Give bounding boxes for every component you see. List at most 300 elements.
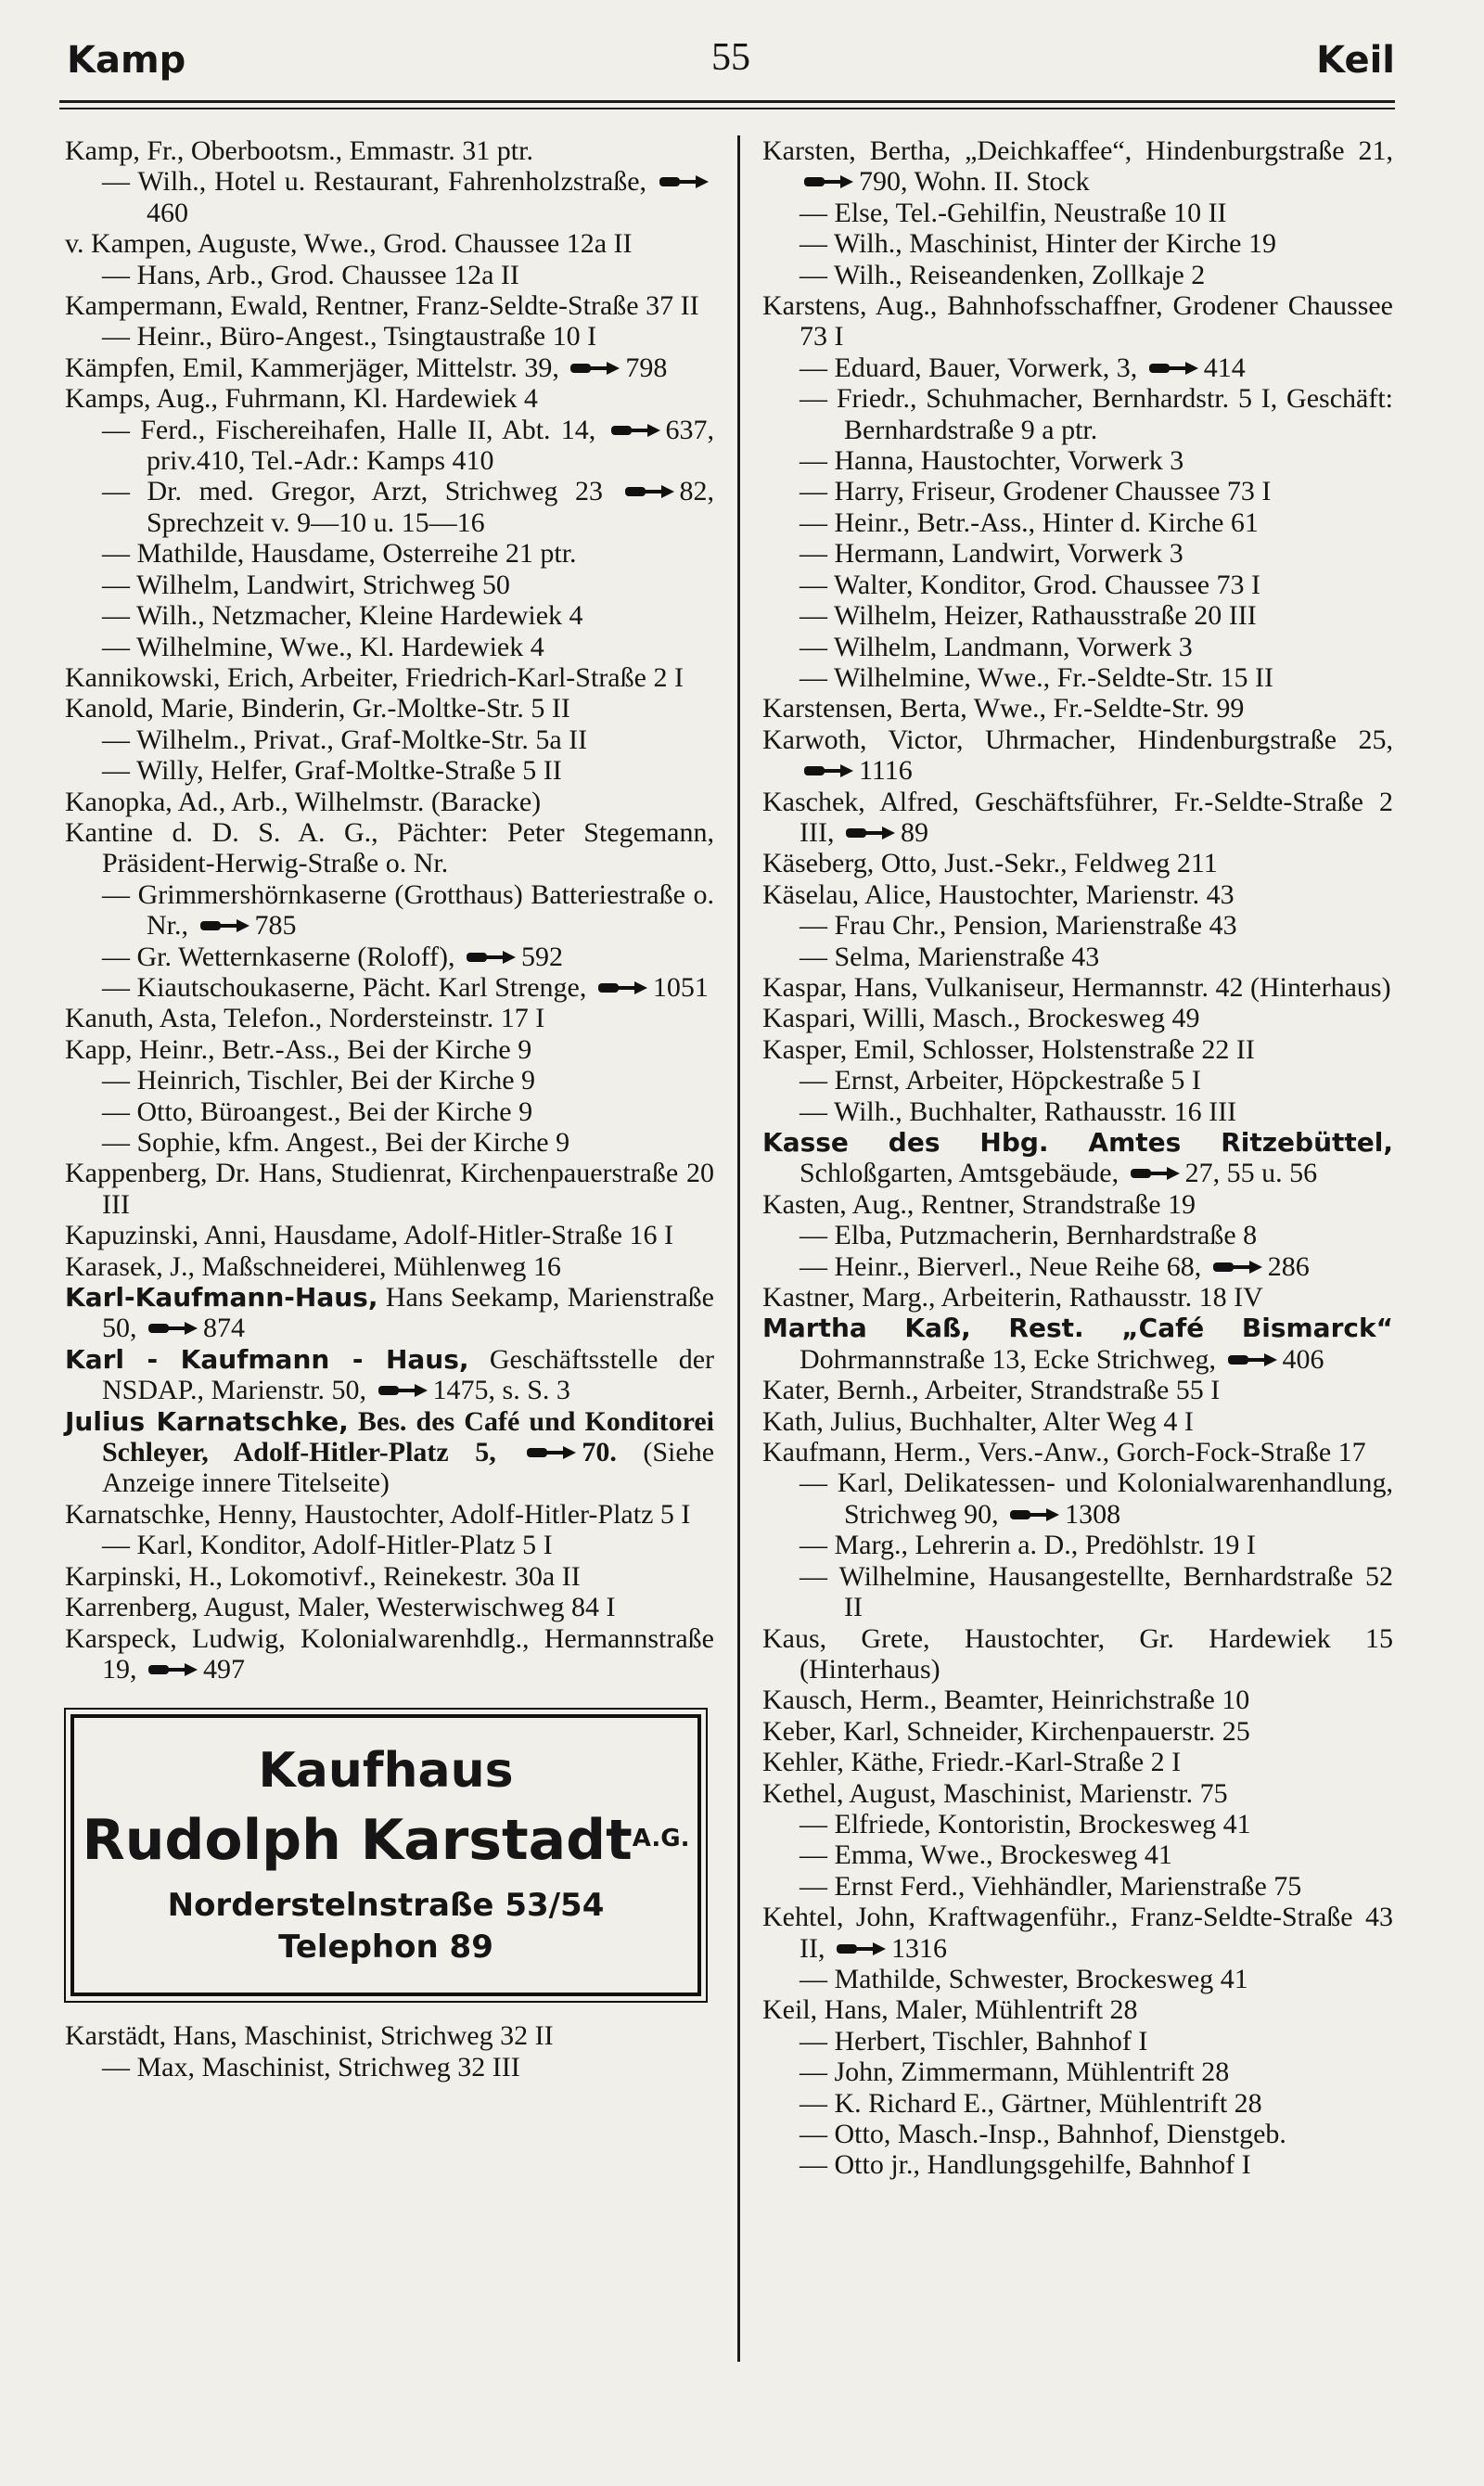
entry-text: Karl, Konditor, Adolf-Hitler-Platz 5 I: [136, 1530, 553, 1561]
entry-text: Otto jr., Handlungsgehilfe, Bahnhof I: [834, 2149, 1251, 2181]
directory-entry: [65, 693, 714, 724]
phone-number: 70.: [582, 1437, 617, 1468]
directory-entry: [65, 321, 714, 352]
ditto-dash: —: [800, 631, 834, 662]
entry-text: Karrenberg, August, Maler, Westerwischweg 84 I: [65, 1592, 616, 1623]
entry-text: Kasper, Emil, Schlosser, Holstenstraße 22 II: [762, 1033, 1255, 1065]
entry-text: Karstädt, Hans, Maschinist, Strichweg 32 II: [65, 2020, 554, 2052]
telephone-icon: [803, 762, 855, 780]
ditto-dash: —: [800, 506, 835, 538]
entry-text: Elfriede, Kontoristin, Brockesweg 41: [834, 1808, 1251, 1839]
entry-text: Kaspari, Willi, Masch., Brockesweg 49: [762, 1003, 1200, 1034]
directory-entry: [65, 755, 714, 786]
telephone-icon: [659, 173, 710, 191]
directory-entry: [762, 1964, 1393, 1994]
directory-entry: [762, 135, 1393, 198]
ditto-dash: —: [800, 1065, 835, 1096]
ad-address: Norderstelnstraße 53/54: [167, 1887, 605, 1925]
directory-entry: [65, 2052, 714, 2082]
entry-text: Karstens, Aug., Bahnhofsschaffner, Grodener Chaussee 73 I: [762, 290, 1393, 352]
ditto-dash: —: [800, 2087, 835, 2119]
entry-text: Otto, Masch.-Insp., Bahnhof, Dienstgeb.: [834, 2119, 1286, 2149]
phone-number: 637, priv.410, Tel.-Adr.: Kamps 410: [147, 414, 714, 477]
entry-text: Kaspar, Hans, Vulkaniseur, Hermannstr. 42 (Hinterhaus): [762, 971, 1391, 1003]
directory-entry: [65, 600, 714, 631]
ditto-dash: —: [800, 352, 835, 383]
entry-text: Kehtel, John, Kraftwagenführ., Franz-Seldte-Straße 43 II,: [762, 1902, 1393, 1964]
entry-text: Hanna, Haustochter, Vorwerk 3: [834, 445, 1184, 477]
entry-text: Käselau, Alice, Haustochter, Marienstr. 43: [762, 878, 1235, 910]
directory-entry: [762, 1313, 1393, 1375]
entry-text: Kehler, Käthe, Friedr.-Karl-Straße 2 I: [762, 1747, 1182, 1778]
directory-entry: [762, 1065, 1393, 1096]
entry-text: Käseberg, Otto, Just.-Sekr., Feldweg 211: [762, 848, 1218, 879]
directory-entry: [65, 290, 714, 321]
directory-entry: [762, 787, 1393, 849]
entry-text: Kantine d. D. S. A. G., Pächter: Peter Stegemann, Präsident-Herwig-Straße o. Nr.: [65, 816, 714, 879]
directory-entry: [65, 662, 714, 693]
telephone-icon: [1009, 1506, 1061, 1524]
directory-entry: [65, 383, 714, 414]
directory-entry: [762, 1034, 1393, 1065]
directory-entry: [762, 228, 1393, 259]
phone-number: 785: [254, 910, 297, 942]
directory-entry: [65, 135, 714, 166]
directory-entry: [65, 1406, 714, 1499]
directory-entry: [65, 972, 714, 1003]
header-left-keyword: Kamp: [67, 39, 186, 82]
telephone-icon: [1148, 359, 1200, 378]
telephone-icon: [597, 979, 649, 997]
entry-text: Schloßgarten, Amtsgebäude,: [800, 1158, 1119, 1189]
directory-entry: [65, 415, 714, 477]
phone-number: 874: [203, 1313, 245, 1344]
directory-entry: [762, 1530, 1393, 1560]
ditto-dash: —: [102, 971, 137, 1003]
entry-text: Willy, Helfer, Graf-Moltke-Straße 5 II: [135, 755, 562, 787]
directory-entry: [762, 1096, 1393, 1127]
ditto-dash: —: [102, 321, 137, 352]
directory-entry: [762, 1467, 1393, 1530]
entry-text: Karnatschke, Henny, Haustochter, Adolf-Hitler-Platz 5 I: [65, 1498, 691, 1530]
directory-entry: [65, 1003, 714, 1033]
directory-entry: [762, 1189, 1393, 1220]
ditto-dash: —: [102, 2051, 137, 2082]
business-name: Karl-Kaufmann-Haus,: [65, 1282, 378, 1313]
directory-entry: [762, 879, 1393, 910]
ditto-dash: —: [102, 538, 137, 570]
entry-text: Keber, Karl, Schneider, Kirchenpauerstr. 25: [762, 1715, 1250, 1747]
directory-entry: [65, 476, 714, 538]
directory-entry: [65, 228, 714, 259]
directory-entry: [762, 942, 1393, 972]
ditto-dash: —: [800, 476, 835, 507]
entry-text: Kasten, Aug., Rentner, Strandstraße 19: [762, 1188, 1196, 1220]
entry-text: Otto, Büroangest., Bei der Kirche 9: [136, 1096, 533, 1127]
ditto-dash: —: [800, 910, 835, 942]
directory-entry: [762, 476, 1393, 506]
ditto-dash: —: [800, 1220, 835, 1251]
directory-entry: [65, 570, 714, 600]
entry-text: Kampermann, Ewald, Rentner, Franz-Seldte-Straße 37 II: [65, 290, 699, 322]
entry-text: Keil, Hans, Maler, Mühlentrift 28: [762, 1994, 1138, 2026]
entry-text: Kaschek, Alfred, Geschäftsführer, Fr.-Seldte-Straße 2 III,: [762, 786, 1393, 848]
directory-entry: [762, 290, 1393, 352]
directory-entry: [762, 1220, 1393, 1250]
ditto-dash: —: [102, 600, 136, 632]
directory-entry: [762, 260, 1393, 290]
page-number: 55: [711, 36, 750, 79]
directory-entry: [65, 1251, 714, 1282]
entry-text: Selma, Marienstraße 43: [834, 941, 1100, 972]
entry-text: Ernst Ferd., Viehhändler, Marienstraße 75: [834, 1870, 1302, 1902]
entry-text: Harry, Friseur, Grodener Chaussee 73 I: [834, 476, 1272, 507]
ditto-dash: —: [102, 1065, 137, 1096]
phone-number: 89: [900, 816, 928, 848]
telephone-icon: [610, 421, 662, 440]
entry-text: Karspeck, Ludwig, Kolonialwarenhdlg., Hermannstraße 19,: [65, 1622, 714, 1685]
directory-entry: [762, 2119, 1393, 2149]
page-header: [67, 35, 1395, 91]
directory-entry: [65, 1158, 714, 1220]
directory-entry: [762, 198, 1393, 228]
entry-text: Hermann, Landwirt, Vorwerk 3: [834, 538, 1183, 570]
telephone-icon: [147, 1319, 199, 1338]
directory-entry: [762, 910, 1393, 941]
directory-entry: [762, 1902, 1393, 1964]
telephone-icon: [377, 1381, 429, 1400]
ditto-dash: —: [800, 2025, 835, 2057]
ditto-dash: —: [102, 259, 137, 290]
directory-entry: [65, 879, 714, 942]
telephone-icon: [1212, 1258, 1264, 1276]
entry-text: Kapuzinski, Anni, Hausdame, Adolf-Hitler-Straße 16 I: [65, 1220, 673, 1251]
ditto-dash: —: [102, 1096, 137, 1127]
directory-entry: [65, 260, 714, 290]
entry-text: Hans Seekamp, Marienstraße 50,: [102, 1282, 714, 1344]
entry-text: John, Zimmermann, Mühlentrift 28: [834, 2057, 1230, 2088]
directory-entry: [762, 1375, 1393, 1405]
entry-text: Kanuth, Asta, Telefon., Nordersteinstr. 17 I: [65, 1003, 545, 1034]
directory-entry: [762, 570, 1393, 600]
entry-text: Karpinski, H., Lokomotivf., Reinekestr. 30a II: [65, 1560, 581, 1592]
directory-entry: [762, 1406, 1393, 1437]
column-divider: [737, 135, 740, 2362]
directory-entry: [762, 1437, 1393, 1467]
entry-text: Wilhelm., Privat., Graf-Moltke-Str. 5a II: [135, 724, 588, 755]
entry-text: Mathilde, Schwester, Brockesweg 41: [834, 1963, 1248, 1994]
entry-text: Hans, Arb., Grod. Chaussee 12a II: [136, 259, 519, 290]
phone-number: 592: [521, 941, 564, 972]
left-entries: [65, 135, 714, 1685]
ditto-dash: —: [800, 941, 835, 972]
phone-number: 798: [625, 352, 668, 383]
entry-text: Karwoth, Victor, Uhrmacher, Hindenburgstraße 25,: [762, 724, 1393, 755]
directory-entry: [762, 1623, 1393, 1685]
entry-text: Kanopka, Ad., Arb., Wilhelmstr. (Baracke): [65, 786, 542, 817]
ditto-dash: —: [800, 661, 834, 693]
entry-text: Friedr., Schuhmacher, Bernhardstr. 5 I, Geschäft: Bernhardstraße 9 a ptr.: [836, 383, 1393, 445]
ditto-dash: —: [800, 600, 834, 632]
entry-text: Ernst, Arbeiter, Höpckestraße 5 I: [834, 1065, 1201, 1096]
telephone-icon: [845, 824, 897, 842]
entry-text: Wilhelmine, Wwe., Fr.-Seldte-Str. 15 II: [833, 661, 1273, 693]
ditto-dash: —: [800, 1530, 835, 1561]
ad-company-suffix: A.G.: [632, 1825, 690, 1853]
entry-text: Wilhelmine, Wwe., Kl. Hardewiek 4: [135, 631, 544, 662]
entry-text: Gr. Wetternkaserne (Roloff),: [136, 941, 455, 972]
ditto-dash: —: [102, 755, 136, 787]
entry-text: Kater, Bernh., Arbeiter, Strandstraße 55 I: [762, 1375, 1221, 1406]
entry-text: Karsten, Bertha, „Deichkaffee“, Hindenburgstraße 21,: [762, 135, 1393, 166]
directory-entry: [762, 1127, 1393, 1189]
business-name: Martha Kaß, Rest. „Café Bismarck“: [762, 1313, 1393, 1344]
directory-entry: [65, 817, 714, 879]
phone-number: 460: [147, 197, 188, 228]
entry-text: Max, Maschinist, Strichweg 32 III: [136, 2051, 520, 2082]
directory-entry: [65, 632, 714, 662]
entry-text: Dohrmannstraße 13, Ecke Strichweg,: [800, 1343, 1217, 1375]
header-right-keyword: Keil: [1316, 39, 1395, 82]
ditto-dash: —: [102, 476, 147, 507]
ditto-dash: —: [800, 259, 834, 290]
directory-entry: [65, 2020, 714, 2051]
telephone-icon: [199, 916, 251, 935]
left-column: [65, 135, 714, 2082]
telephone-icon: [803, 173, 855, 191]
directory-entry: [762, 383, 1393, 445]
karstadt-advertisement: [70, 1714, 701, 1996]
ditto-dash: —: [102, 724, 136, 755]
phone-number: 27, 55 u. 56: [1184, 1158, 1318, 1189]
entry-text: Dr. med. Gregor, Arzt, Strichweg 23: [147, 476, 603, 507]
directory-entry: [762, 2088, 1393, 2119]
telephone-icon: [526, 1443, 578, 1462]
phone-number: 82, Sprechzeit v. 9—10 u. 15—16: [147, 476, 715, 538]
directory-entry: [65, 1530, 714, 1560]
entry-text: Mathilde, Hausdame, Osterreihe 21 ptr.: [136, 538, 577, 570]
ditto-dash: —: [800, 228, 834, 260]
ditto-dash: —: [102, 166, 138, 198]
entry-text: Wilhelm, Landmann, Vorwerk 3: [833, 631, 1193, 662]
ditto-dash: —: [800, 569, 834, 600]
entry-text: Kamp, Fr., Oberbootsm., Emmastr. 31 ptr.: [65, 135, 533, 166]
entry-text: Kethel, August, Maschinist, Marienstr. 75: [762, 1777, 1228, 1809]
entry-text: Heinr., Betr.-Ass., Hinter d. Kirche 61: [834, 506, 1259, 538]
entry-text: Wilh., Netzmacher, Kleine Hardewiek 4: [135, 600, 583, 632]
phone-number: 414: [1203, 352, 1246, 383]
directory-entry: [762, 352, 1393, 383]
directory-entry: [762, 1685, 1393, 1715]
directory-entry: [65, 787, 714, 817]
directory-entry: [762, 693, 1393, 724]
ditto-dash: —: [800, 2057, 835, 2088]
entry-text: Eduard, Bauer, Vorwerk, 3,: [834, 352, 1138, 383]
ditto-dash: —: [800, 1870, 835, 1902]
ditto-dash: —: [800, 1808, 835, 1839]
directory-entry: [65, 1561, 714, 1592]
entry-text: Kausch, Herm., Beamter, Heinrichstraße 10: [762, 1685, 1250, 1716]
directory-entry: [762, 662, 1393, 693]
telephone-icon: [1227, 1351, 1279, 1369]
directory-entry: [65, 538, 714, 569]
entry-text: Else, Tel.-Gehilfin, Neustraße 10 II: [834, 197, 1227, 228]
entry-text: Marg., Lehrerin a. D., Predöhlstr. 19 I: [834, 1530, 1256, 1561]
phone-number: 1051: [652, 971, 709, 1003]
ditto-dash: —: [102, 878, 138, 910]
entry-text: Kamps, Aug., Fuhrmann, Kl. Hardewiek 4: [65, 383, 538, 415]
directory-entry: [762, 2149, 1393, 2180]
directory-entry: [762, 1839, 1393, 1870]
directory-entry: [65, 1127, 714, 1158]
entry-text: Heinrich, Tischler, Bei der Kirche 9: [136, 1065, 536, 1096]
entry-text: Heinr., Bierverl., Neue Reihe 68,: [834, 1250, 1202, 1282]
entry-text: Bes. des Café und Konditorei Schleyer, Adolf-Hitler-Platz 5,: [102, 1405, 715, 1468]
right-entries: [762, 135, 1393, 2181]
entry-text: Herbert, Tischler, Bahnhof I: [834, 2025, 1148, 2057]
ditto-dash: —: [102, 941, 137, 972]
directory-entry: [65, 166, 714, 228]
entry-text: Wilhelm, Landwirt, Strichweg 50: [135, 569, 510, 600]
directory-entry: [762, 1809, 1393, 1839]
entry-text: Walter, Konditor, Grod. Chaussee 73 I: [833, 569, 1261, 600]
entry-text: Wilh., Hotel u. Restaurant, Fahrenholzstraße,: [137, 166, 647, 198]
entry-text: K. Richard E., Gärtner, Mühlentrift 28: [834, 2087, 1262, 2119]
ditto-dash: —: [800, 197, 835, 228]
entry-text: Kapp, Heinr., Betr.-Ass., Bei der Kirche 9: [65, 1033, 532, 1065]
entry-text: Wilh., Reiseandenken, Zollkaje 2: [833, 259, 1206, 290]
entry-text: Kaus, Grete, Haustochter, Gr. Hardewiek 15 (Hinterhaus): [762, 1622, 1393, 1685]
telephone-icon: [624, 482, 676, 501]
entry-text: Wilh., Maschinist, Hinter der Kirche 19: [833, 228, 1276, 260]
ditto-dash: —: [800, 383, 837, 415]
directory-entry: [762, 1778, 1393, 1809]
header-rule-bottom: [59, 108, 1395, 109]
directory-entry: [65, 1623, 714, 1685]
directory-entry: [762, 1994, 1393, 2025]
entry-text: Elba, Putzmacherin, Bernhardstraße 8: [834, 1220, 1258, 1251]
phone-number: 1475, s. S. 3: [432, 1375, 570, 1406]
entry-text: Kämpfen, Emil, Kammerjäger, Mittelstr. 39,: [65, 352, 559, 383]
entry-text: Frau Chr., Pension, Marienstraße 43: [834, 910, 1237, 942]
ad-line-1: Kaufhaus: [258, 1743, 514, 1800]
directory-entry: [762, 1716, 1393, 1747]
telephone-icon: [466, 948, 518, 967]
directory-entry: [762, 538, 1393, 569]
entry-text: Kath, Julius, Buchhalter, Alter Weg 4 I: [762, 1405, 1194, 1437]
phone-number: 286: [1267, 1250, 1310, 1282]
directory-entry: [762, 848, 1393, 878]
phone-number: 1308: [1065, 1498, 1121, 1530]
directory-entry: [65, 1282, 714, 1344]
directory-entry: [762, 1747, 1393, 1777]
ditto-dash: —: [102, 569, 136, 600]
directory-entry: [65, 1096, 714, 1127]
ditto-dash: —: [800, 538, 835, 570]
entry-text: Kiautschoukaserne, Pächt. Karl Strenge,: [136, 971, 587, 1003]
entry-text: Karstensen, Berta, Wwe., Fr.-Seldte-Str. 99: [762, 693, 1245, 724]
entry-text: Karasek, J., Maßschneiderei, Mühlenweg 16: [65, 1250, 561, 1282]
directory-entry: [762, 2026, 1393, 2057]
directory-entry: [65, 1499, 714, 1530]
entry-text: Karl, Delikatessen- und Kolonialwarenhandlung, Strichweg 90,: [837, 1467, 1393, 1530]
entry-text: Sophie, kfm. Angest., Bei der Kirche 9: [136, 1127, 570, 1158]
telephone-icon: [1130, 1164, 1182, 1183]
directory-entry: [65, 1065, 714, 1096]
entry-text: Emma, Wwe., Brockesweg 41: [834, 1839, 1172, 1871]
directory-entry: [65, 724, 714, 755]
right-column: [762, 135, 1393, 2181]
directory-entry: [762, 1871, 1393, 1902]
ditto-dash: —: [800, 1839, 835, 1871]
entry-text: Kastner, Marg., Arbeiterin, Rathausstr. 18 IV: [762, 1282, 1263, 1313]
directory-entry: [762, 1282, 1393, 1313]
entry-text: Kannikowski, Erich, Arbeiter, Friedrich-Karl-Straße 2 I: [65, 661, 684, 693]
ditto-dash: —: [800, 445, 835, 477]
directory-entry: [65, 1220, 714, 1250]
business-name: Kasse des Hbg. Amtes Ritzebüttel,: [762, 1127, 1393, 1158]
directory-entry: [762, 600, 1393, 631]
telephone-icon: [569, 359, 621, 378]
ditto-dash: —: [102, 1127, 137, 1158]
entry-text: Heinr., Büro-Angest., Tsingtaustraße 10 I: [136, 321, 597, 352]
business-name: Julius Karnatschke,: [65, 1405, 349, 1437]
ad-company-name: Rudolph Karstadt: [82, 1808, 633, 1874]
ditto-dash: —: [800, 1096, 834, 1127]
entry-text: Kaufmann, Herm., Vers.-Anw., Gorch-Fock-Straße 17: [762, 1437, 1366, 1468]
telephone-icon: [147, 1660, 199, 1679]
directory-entry: [762, 1251, 1393, 1282]
directory-entry: [762, 972, 1393, 1003]
ad-line-2: [74, 1801, 697, 1877]
directory-entry: [762, 1561, 1393, 1623]
directory-entry: [762, 1003, 1393, 1033]
ditto-dash: —: [800, 1963, 835, 1994]
business-name: Karl - Kaufmann - Haus,: [65, 1343, 469, 1375]
directory-entry: [65, 1344, 714, 1406]
phone-number: 790, Wohn. II. Stock: [859, 166, 1090, 198]
entry-text: Wilhelm, Heizer, Rathausstraße 20 III: [833, 600, 1257, 632]
entry-note: (Siehe Anzeige innere Titelseite): [102, 1437, 715, 1499]
directory-entry: [762, 445, 1393, 476]
directory-entry: [65, 1592, 714, 1622]
directory-entry: [65, 352, 714, 383]
header-rule-top: [59, 100, 1395, 103]
directory-entry: [762, 507, 1393, 538]
ditto-dash: —: [800, 1560, 839, 1592]
entry-text: Wilhelmine, Hausangestellte, Bernhardstraße 52 II: [838, 1560, 1393, 1623]
ditto-dash: —: [800, 1250, 835, 1282]
directory-entry: [65, 1034, 714, 1065]
entry-text: Kappenberg, Dr. Hans, Studienrat, Kirchenpauerstraße 20 III: [65, 1158, 714, 1220]
entry-text: Wilh., Buchhalter, Rathausstr. 16 III: [833, 1096, 1237, 1127]
ditto-dash: —: [102, 631, 136, 662]
ad-telephone: Telephon 89: [278, 1929, 493, 1967]
ditto-dash: —: [800, 2119, 835, 2149]
left-entries-bottom: [65, 2020, 714, 2082]
directory-entry: [762, 632, 1393, 662]
phone-number: 1316: [890, 1932, 947, 1964]
ditto-dash: —: [102, 1530, 137, 1561]
phone-number: 1116: [859, 755, 913, 787]
phone-number: 497: [203, 1653, 245, 1685]
entry-text: v. Kampen, Auguste, Wwe., Grod. Chaussee 12a II: [65, 228, 633, 260]
entry-text: Grimmershörnkaserne (Grotthaus) Batteriestraße o. Nr.,: [137, 878, 714, 942]
ditto-dash: —: [800, 1467, 838, 1499]
directory-entry: [65, 942, 714, 972]
directory-entry: [762, 2057, 1393, 2087]
entry-text: Kanold, Marie, Binderin, Gr.-Moltke-Str. 5 II: [65, 693, 570, 724]
